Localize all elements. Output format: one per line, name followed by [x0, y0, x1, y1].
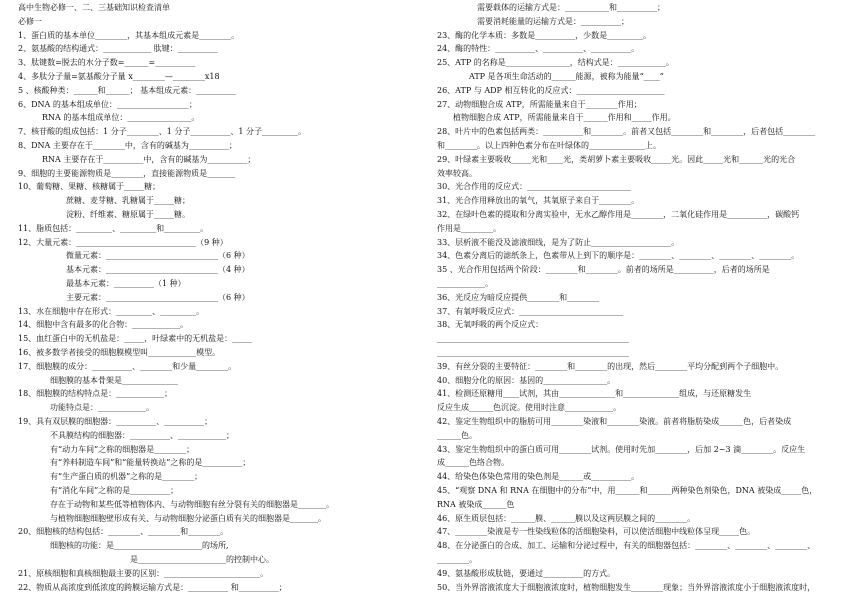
left-text-line: RNA 主要存在于__________中，含有的碱基为__________； [42, 154, 256, 164]
left-text-line: 微量元素：____________________________（6 种） [66, 251, 250, 261]
right-text-line: 37、有氧呼吸反应式：__________________________ [437, 306, 624, 316]
left-text-line: 蔗糖、麦芽糖、乳糖属于_____糖； [66, 196, 190, 206]
left-text-line: 有“生产蛋白质的机器”之称的是________； [50, 472, 203, 482]
left-text-line: 与植物细胞细胞壁形成有关、与动物细胞分泌蛋白质有关的细胞器是_______。 [50, 513, 326, 523]
right-text-line: 49、氨基酸形成肽链，要通过__________的方式。 [437, 568, 616, 578]
right-text-line: 30、光合作用的反应式：__________________________ [437, 182, 632, 192]
right-text-line: 23、酶的化学本质：多数是__________，少数是_________。 [437, 30, 652, 40]
left-text-line: 2、氨基酸的结构通式：____________ 肽键：__________ [18, 44, 218, 54]
left-text-line: 6、DNA 的基本组成单位：__________________； [18, 99, 197, 109]
left-text-line: 4、多肽分子量=氨基酸分子量 x________—________x18 [18, 72, 220, 81]
left-text-line: 不具膜结构的细胞器：__________、____________； [50, 430, 234, 440]
right-text-line: 成______色络合物。 [437, 458, 509, 468]
right-text-line: 45、“观察 DNA 和 RNA 在细胞中的分布”中，用______和______两种染色剂染色，DNA 被染成_____色， [437, 486, 818, 495]
left-text-line: 1、蛋白质的基本单位________，其基本组成元素是________。 [18, 30, 240, 40]
left-text-line: 主要元素：____________________________（6 种） [66, 292, 250, 302]
right-text-line: 41、检测还原糖用____试剂，其由______________和______________组成，与还原糖发生 [437, 389, 752, 399]
right-text-line: 46、原生质层包括：______膜、______膜以及这两层膜之间的________。 [437, 513, 696, 523]
left-text-line: 9、细胞的主要能源物质是________，直接能源物质是_______ [18, 168, 236, 178]
right-text-line: 需要消耗能量的运输方式是：__________； [477, 16, 629, 26]
right-text-line: 36、光反应为暗反应提供________和________ [437, 292, 600, 302]
left-text-line: 3、肽键数=脱去的水分子数=______=__________ [18, 58, 196, 68]
left-text-line: 20、细胞核的结构包括：________、________和________。 [18, 527, 229, 537]
left-text-line: 18、细胞膜的结构特点是：____________； [18, 389, 173, 399]
right-text-line: 32、在绿叶色素的提取和分离实验中，无水乙醇作用是________，二氧化硅作用是__________，碳酸钙 [437, 210, 800, 219]
right-column [437, 0, 852, 607]
left-text-line: 13、水在细胞中存在形式：_________、_________。 [18, 306, 205, 316]
right-text-line: 44、给染色体染色常用的染色剂是______或__________。 [437, 472, 640, 482]
right-text-line: 38、无氧呼吸的两个反应式： [437, 320, 544, 330]
right-text-line: 34、色素分离后的滤纸条上，色素带从上到下的顺序是：________、________、________、________。 [437, 251, 800, 261]
left-text-line: 12、大量元素：______________________________（9 种） [18, 237, 228, 247]
right-text-line: 47、________染液是专一性染线粒体的活细胞染料，可以使活细胞中线粒体呈现_____色。 [437, 527, 756, 537]
right-text-line: 26、ATP 与 ADP 相互转化的反应式：______________________ [437, 85, 665, 95]
left-text-line: 有“养料制造车间”和“能量转换站”之称的是__________； [50, 458, 251, 468]
right-text-line: 25、ATP 的名称是________________，结构式是：____________。 [437, 58, 674, 68]
right-text-line: ______色。 [437, 430, 477, 440]
right-text-line: 需要载体的运输方式是：___________和__________； [477, 3, 665, 12]
right-text-line: RNA 被染成______色 [437, 499, 515, 509]
left-text-line: 10、葡萄糖、果糖、核糖属于_____糖； [18, 182, 161, 192]
right-text-line: 42、鉴定生物组织中的脂肪可用________染液和________染液。前者将脂肪染成______色，后者染成 [437, 417, 792, 426]
left-text-line: 8、DNA 主要存在于________中，含有的碱基为__________； [18, 141, 237, 150]
right-text-line: ____________。 [437, 279, 493, 288]
right-text-line: 40、细胞分化的原因：基因的________________。 [437, 375, 616, 385]
right-text-line: 作用是________。 [437, 223, 501, 233]
right-text-line: ________________________________________________ [437, 348, 629, 357]
right-text-line: 50、当外界溶液浓度大于细胞液浓度时，植物细胞发生________现象；当外界溶液浓度小于细胞液浓度时， [437, 582, 816, 592]
right-text-line: 48、在分泌蛋白的合成、加工、运输和分泌过程中，有关的细胞器包括：________、________、________、 [437, 541, 816, 551]
right-text-line: 效率较高。 [437, 168, 477, 178]
left-text-line: RNA 的基本组成单位：________________。 [42, 113, 200, 123]
left-text-line: 细胞核的功能：是______________________的场所, [50, 541, 229, 551]
left-text-line: 高中生物必修一、二、三基础知识检查清单 [18, 3, 170, 12]
right-text-line: 29、叶绿素主要吸收_____光和____光，类胡萝卜素主要吸收_____光。因此_____光和______光的光合 [437, 154, 796, 164]
left-text-line: 细胞膜的基本骨架是______________ [50, 375, 178, 385]
right-text-line: 43、鉴定生物组织中的蛋白质可用________试剂。使用时先加________，后加 2~3 滴________。反应生 [437, 444, 806, 454]
left-text-line: 必修一 [18, 16, 42, 26]
right-text-line: 35 、光合作用包括两个阶段：________和________。前者的场所是__________，后者的场所是 [437, 265, 770, 275]
right-text-line: 39、有丝分裂的主要特征：________和________的出现，然后________平均分配到两个子细胞中。 [437, 361, 784, 371]
left-text-line: 存在于动物和某些低等植物体内、与动物细胞有丝分裂有关的细胞器是_______。 [50, 499, 334, 509]
right-text-line: 植物细胞合成 ATP，所需能量来自于______作用和_____作用。 [453, 113, 676, 123]
left-text-line: 22、物质从高浓度到低浓度的跨膜运输方式是：__________ 和__________； [18, 582, 287, 592]
left-text-line: 17、细胞膜的成分：__________、________和少量________。 [18, 361, 237, 371]
left-text-line: 14、细胞中含有最多的化合物：____________。 [18, 320, 189, 330]
right-text-line: 和________。以上四种色素分布在叶绿体的______________上。 [437, 141, 661, 150]
right-text-line: ________。 [437, 555, 477, 564]
left-text-line: 16、被多数学者接受的细胞膜模型叫____________模型。 [18, 348, 221, 357]
left-text-line: 5 、核酸种类：______和______； 基本组成元素：__________ [18, 85, 237, 95]
right-text-line: 27、动物细胞合成 ATP，所需能量来自于________作用； [437, 99, 642, 109]
right-text-line: ATP 是各项生命活动的______能源，被称为能量“____” [469, 72, 664, 81]
right-text-line: 反应生成______色沉淀。使用时注意____________。 [437, 403, 621, 413]
left-text-line: 11、脂质包括：_________、_________和_________。 [18, 223, 209, 233]
left-text-line: 最基本元素：__________（1 种） [66, 279, 186, 288]
left-text-line: 淀粉、纤维素、糖原属于_____糖。 [66, 210, 190, 219]
left-text-line: 21、原核细胞和真核细胞最主要的区别：________________________。 [18, 568, 269, 578]
left-text-line: 15、血红蛋白中的无机盐是：_____，叶绿素中的无机盐是：_____ [18, 334, 253, 344]
right-text-line: 33、层析液不能没及滤液细线，是为了防止____________________。 [437, 237, 680, 247]
right-text-line: 24、酶的特性：__________、__________、__________。 [437, 44, 640, 54]
right-text-line: 31、光合作用释放出的氧气，其氧原子来自于________。 [437, 196, 640, 206]
left-text-line: 功能特点是：____________。 [50, 403, 154, 413]
left-text-line: 基本元素：____________________________（4 种） [66, 265, 250, 275]
left-text-line: 19、具有双层膜的细胞器：__________、__________； [18, 417, 213, 426]
left-column [18, 0, 433, 607]
right-text-line: 28、叶片中的色素包括两类：__________和________。前者又包括________和________，后者包括________ [437, 127, 816, 137]
right-text-line: ________________________________________________ [437, 334, 629, 344]
left-text-line: 是______________________的控制中心。 [130, 555, 274, 564]
left-text-line: 有“消化车间”之称的是__________； [50, 486, 179, 495]
left-text-line: 7、核苷酸的组成包括：1 分子________、1 分子__________、1 分子_________。 [18, 127, 306, 137]
left-text-line: 有“动力车间”之称的细胞器是________； [50, 444, 195, 454]
